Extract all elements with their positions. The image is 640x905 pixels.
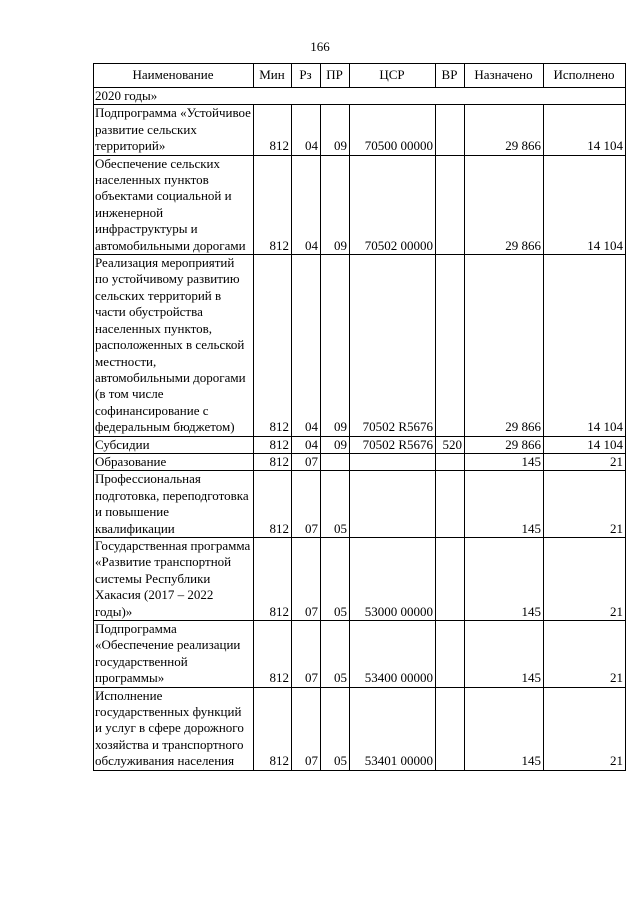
- cell-min: 812: [254, 255, 292, 436]
- table-row: [94, 155, 626, 254]
- cell-vr: 520: [436, 436, 465, 453]
- cell-name: Подпрограмма «Обеспечение реализации государственной программы»: [94, 621, 254, 688]
- cell-vr: [436, 471, 465, 538]
- cell-executed: 21: [544, 453, 626, 470]
- cell-rz: 04: [292, 436, 321, 453]
- cell-pr: [321, 453, 350, 470]
- cell-vr: [436, 255, 465, 436]
- cell-rz: 07: [292, 453, 321, 470]
- header-min: Мин: [254, 64, 292, 88]
- cell-min: 812: [254, 537, 292, 620]
- cell-csr: 70502 R5676: [350, 255, 436, 436]
- cell-assigned: 29 866: [465, 105, 544, 155]
- cell-pr: 09: [321, 436, 350, 453]
- cell-name: Обеспечение сельских населенных пунктов объектами социальной и инженерной инфраструктуры и автомобильными дорогами: [94, 155, 254, 254]
- cell-rz: 07: [292, 471, 321, 538]
- cell-pr: 05: [321, 471, 350, 538]
- cell-assigned: 145: [465, 453, 544, 470]
- cell-csr: 70502 00000: [350, 155, 436, 254]
- header-csr: ЦСР: [350, 64, 436, 88]
- cell-min: 812: [254, 436, 292, 453]
- header-rz: Рз: [292, 64, 321, 88]
- header-name: Наименование: [94, 64, 254, 88]
- cell-vr: [436, 621, 465, 688]
- cell-rz: 07: [292, 621, 321, 688]
- cell-name: Реализация мероприятий по устойчивому развитию сельских территорий в части обустройства населенных пунктов, расположенных в сельской местности, автомобильными дорогами (в том числе софинансирование с федеральным бюджетом): [94, 255, 254, 436]
- header-vr: ВР: [436, 64, 465, 88]
- table-row: [94, 105, 626, 155]
- cell-min: 812: [254, 155, 292, 254]
- cell-min: 812: [254, 471, 292, 538]
- budget-table: [93, 63, 626, 771]
- cell-pr: 05: [321, 537, 350, 620]
- cell-vr: [436, 537, 465, 620]
- table-row: [94, 436, 626, 453]
- table-row: [94, 471, 626, 538]
- cell-vr: [436, 105, 465, 155]
- cell-executed: 21: [544, 471, 626, 538]
- header-assigned: Назначено: [465, 64, 544, 88]
- cell-csr: [350, 471, 436, 538]
- cell-name: Государственная программа «Развитие транспортной системы Республики Хакасия (2017 – 2022 годы)»: [94, 537, 254, 620]
- header-executed: Исполнено: [544, 64, 626, 88]
- header-row: [94, 64, 626, 88]
- table-row: [94, 453, 626, 470]
- table-row: [94, 255, 626, 436]
- cell-pr: 09: [321, 155, 350, 254]
- continuation-row: [94, 88, 626, 105]
- cell-rz: 04: [292, 255, 321, 436]
- cell-executed: 14 104: [544, 255, 626, 436]
- cell-assigned: 145: [465, 537, 544, 620]
- cell-executed: 14 104: [544, 105, 626, 155]
- cell-executed: 14 104: [544, 155, 626, 254]
- cell-csr: 53401 00000: [350, 687, 436, 770]
- cell-csr: 70500 00000: [350, 105, 436, 155]
- cell-min: 812: [254, 453, 292, 470]
- cell-pr: 05: [321, 687, 350, 770]
- cell-name: Субсидии: [94, 436, 254, 453]
- cell-rz: 04: [292, 155, 321, 254]
- cell-csr: 53000 00000: [350, 537, 436, 620]
- cell-executed: 21: [544, 621, 626, 688]
- cell-csr: 70502 R5676: [350, 436, 436, 453]
- cell-executed: 14 104: [544, 436, 626, 453]
- cell-vr: [436, 453, 465, 470]
- cell-pr: 05: [321, 621, 350, 688]
- header-pr: ПР: [321, 64, 350, 88]
- page-number: 166: [310, 39, 330, 54]
- cell-name: Профессиональная подготовка, переподготовка и повышение квалификации: [94, 471, 254, 538]
- cell-assigned: 29 866: [465, 155, 544, 254]
- table-row: [94, 621, 626, 688]
- cell-csr: [350, 453, 436, 470]
- cell-name: Исполнение государственных функций и услуг в сфере дорожного хозяйства и транспортного обслуживания населения: [94, 687, 254, 770]
- cell-vr: [436, 687, 465, 770]
- table-row: [94, 687, 626, 770]
- cell-csr: 53400 00000: [350, 621, 436, 688]
- continuation-text: 2020 годы»: [94, 88, 626, 105]
- cell-min: 812: [254, 105, 292, 155]
- cell-assigned: 145: [465, 687, 544, 770]
- cell-executed: 21: [544, 687, 626, 770]
- table-row: [94, 537, 626, 620]
- cell-assigned: 145: [465, 471, 544, 538]
- cell-name: Образование: [94, 453, 254, 470]
- cell-pr: 09: [321, 255, 350, 436]
- cell-rz: 07: [292, 537, 321, 620]
- cell-pr: 09: [321, 105, 350, 155]
- cell-assigned: 29 866: [465, 255, 544, 436]
- cell-min: 812: [254, 621, 292, 688]
- cell-executed: 21: [544, 537, 626, 620]
- cell-name: Подпрограмма «Устойчивое развитие сельских территорий»: [94, 105, 254, 155]
- cell-assigned: 29 866: [465, 436, 544, 453]
- cell-assigned: 145: [465, 621, 544, 688]
- cell-vr: [436, 155, 465, 254]
- cell-rz: 04: [292, 105, 321, 155]
- cell-rz: 07: [292, 687, 321, 770]
- cell-min: 812: [254, 687, 292, 770]
